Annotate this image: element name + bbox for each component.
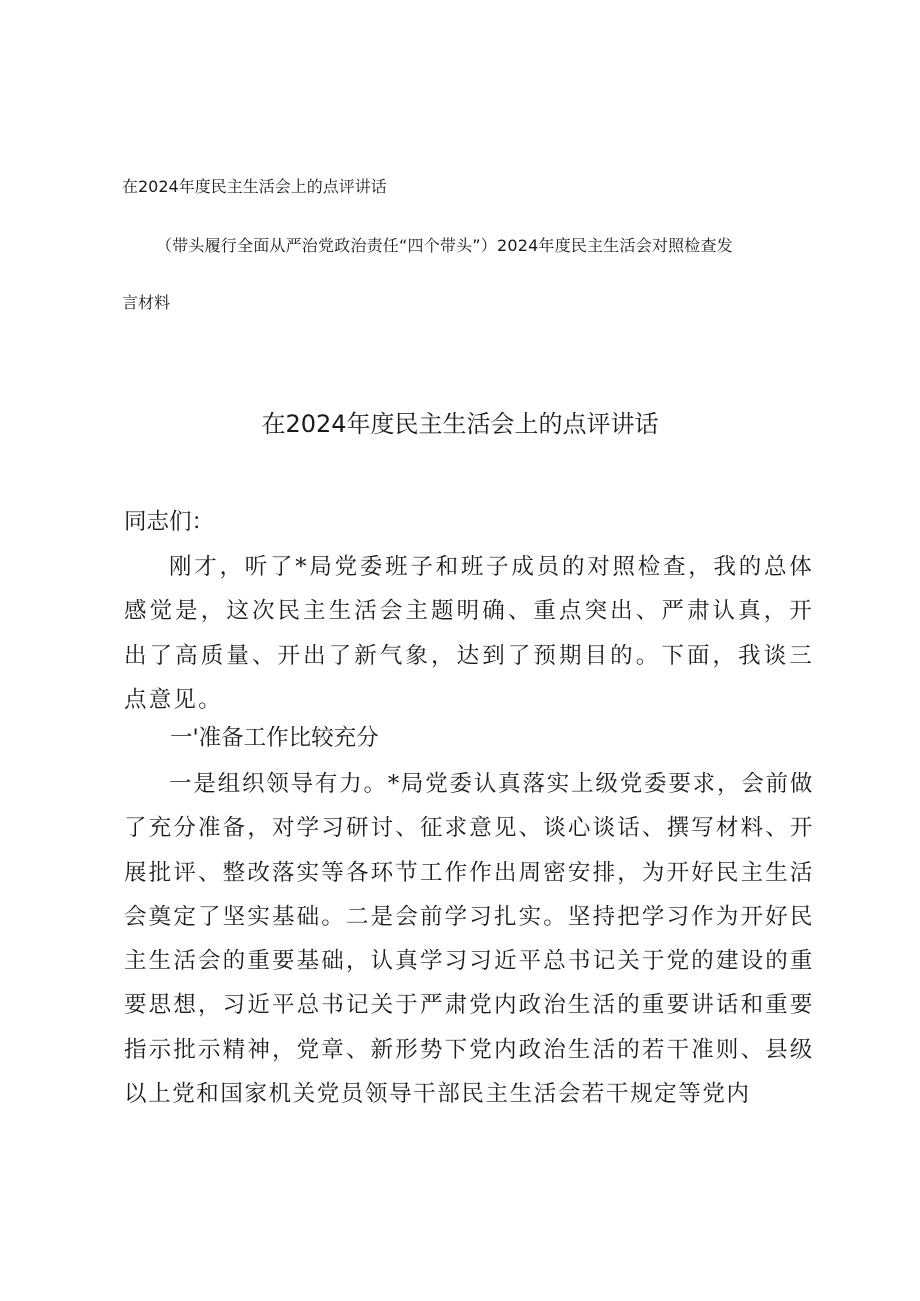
section-heading-1: 一'准备工作比较充分 — [170, 725, 379, 751]
salutation: 同志们： — [124, 509, 215, 535]
paragraph-preparation: 一是组织领导有力。*局党委认真落实上级党委要求，会前做了充分准备，对学习研讨、征求意见、谈心谈话、撰写材料、开展批评、整改落实等各环节工作作出周密安排，为开好民主生活会奠定了坚实基础。二是会前学习扎实。坚持把学习作为开好民主生活会的重要基础，认真学习习近平总书记关于党的建设的重要思想，习近平总书记关于严肃党内政治生活的重要讲话和重要指示批示精神，党章、新形势下党内政治生活的若干准则、县级以上党和国家机关党员领导干部民主生活会若干规定等党内 — [124, 771, 814, 1108]
header-title-line: 在2024年度民主生活会上的点评讲话 — [122, 177, 387, 196]
header-subtitle-line: （带头履行全面从严治党政治责任“四个带头”）2024年度民主生活会对照检查发 — [156, 236, 733, 255]
document-title: 在2024年度民主生活会上的点评讲话 — [261, 410, 659, 438]
paragraph-intro: 刚才，听了*局党委班子和班子成员的对照检查，我的总体感觉是，这次民主生活会主题明确、重点突出、严肃认真，开出了高质量、开出了新气象，达到了预期目的。下面，我谈三点意见。 — [124, 554, 814, 713]
header-subtitle-continuation: 言材料 — [122, 293, 171, 312]
